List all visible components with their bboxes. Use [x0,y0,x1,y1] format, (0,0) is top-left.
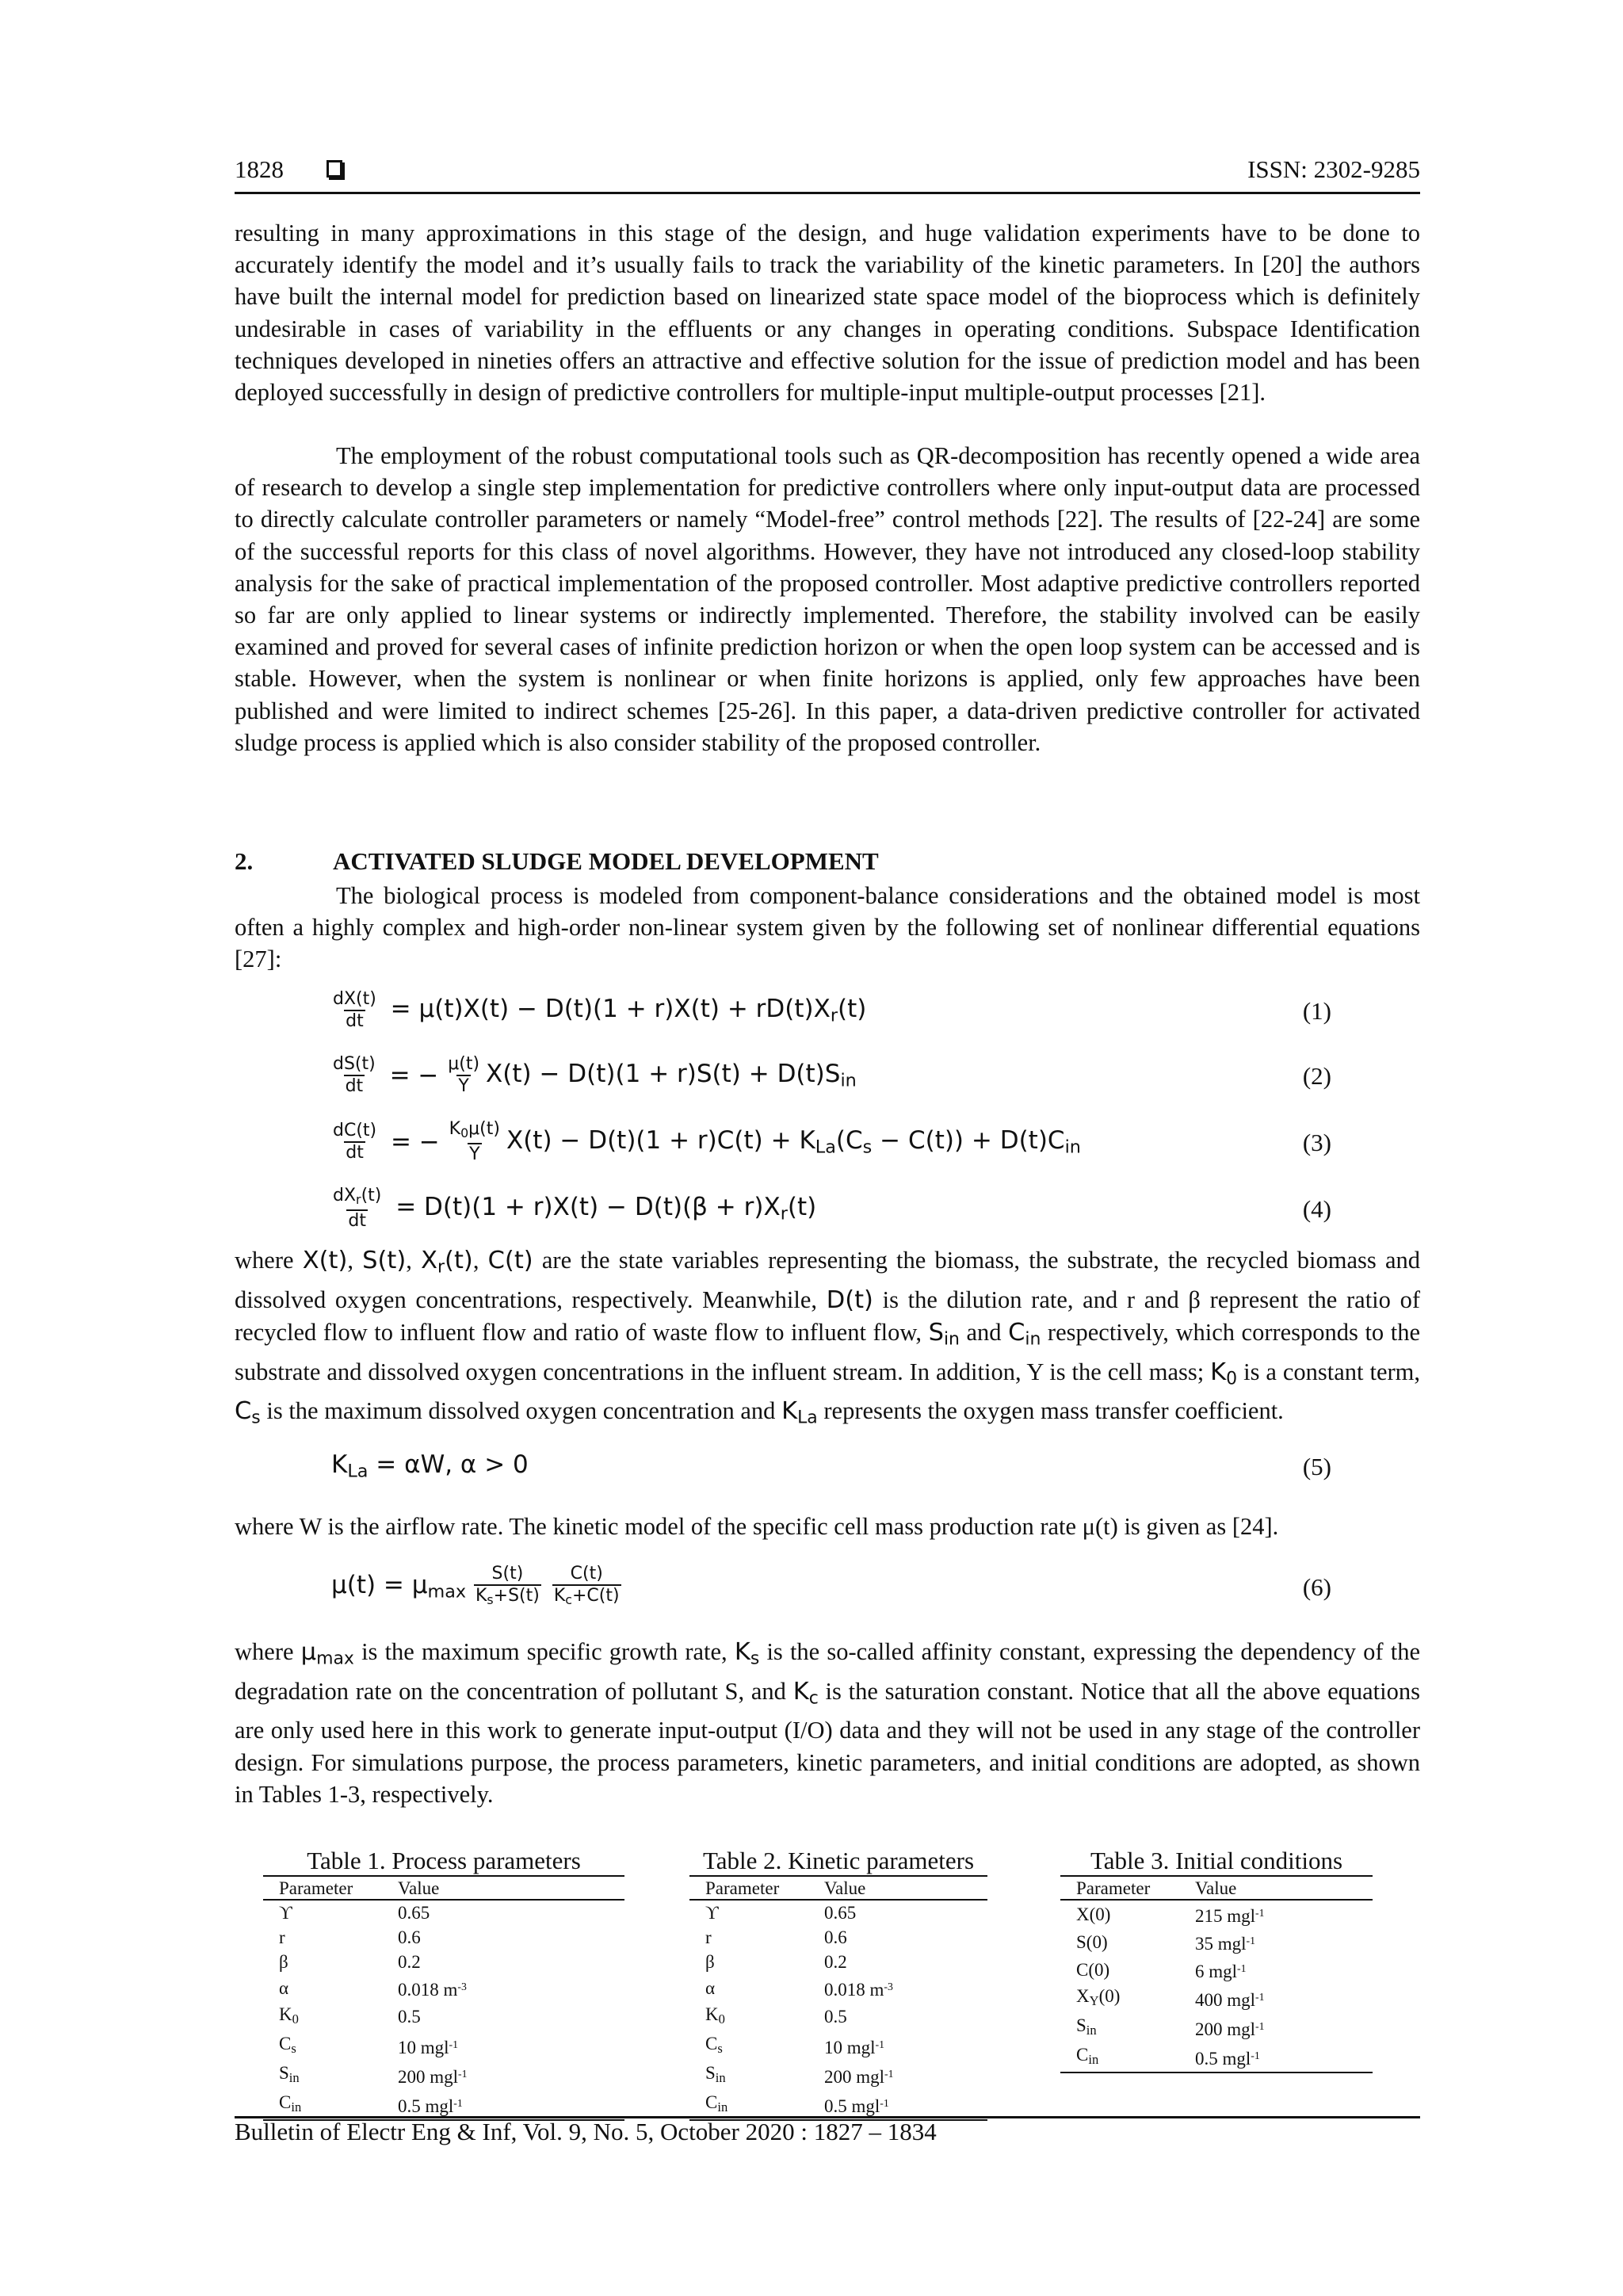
table-row: $C_{in}$ 0.5 mgl$^{-1}$ [689,2090,987,2120]
table-caption: Table 2. Kinetic parameters [702,1847,975,1874]
equation-number: (5) [1302,1453,1331,1480]
table-row: C(0) 6 mgl$^{-1}$ [1076,1959,1247,1981]
table-row: $S_{in}$ 200 mgl$^{-1}$ [279,2063,468,2088]
column-header: Value [1179,1876,1373,1900]
equation-4: $\frac{dX_r(t)}{dt}$ = $D(t)(1 + r)X(t) - D(t)(\beta + r)X_r(t)$ (4) [333,1185,1331,1232]
page-number: 1828 [235,155,284,183]
issn: ISSN: 2302-9285 [1247,155,1420,183]
table-row: r 0.6 [279,1927,421,1947]
table-process-parameters [263,1847,624,2121]
equation-5: $K_{La} = \alpha W$, α > 0 (5) [331,1450,1331,1482]
table-row: $X_Y(0)$ 400 mgl$^{-1}$ [1076,1985,1265,2010]
header-rule [235,192,1420,194]
paragraph-6: where $\mu_{max}$ is the maximum specific growth rate, $K_s$ is the so-called affinity constant, expressing the dependency of the degradation rate on the concentration of pollutant S, and $K_c$ is the saturation constant. Notice that all the above equations are only used here in this work to generate input-output (I/O) data and they will not be used in any stage of the controller design. For simulations purpose, the process parameters, kinetic parameters, and initial conditions are adopted, as shown in Tables 1-3, respectively. [235,1638,1421,1808]
table-row: $K_0$ 0.5 [279,2004,421,2027]
section-title: ACTIVATED SLUDGE MODEL DEVELOPMENT [333,847,879,875]
table-row: α 0.018 $m^{-3}$ [279,1977,467,2000]
table-row: $K_0$ 0.5 [705,2004,847,2027]
table-row: r 0.6 [705,1927,847,1947]
paragraph-1: resulting in many approximations in this stage of the design, and huge validation experiments have to be done to accurately identify the model and it’s usually fails to track the variability of the kinetic parameters. In [20] the authors have built the internal model for prediction based on linearized state space model of the bioprocess which is definitely undesirable in cases of variability in the effluents or any changes in operating conditions. Subspace Identification techniques developed in nineties offers an attractive and effective solution for the issue of prediction model and has been deployed successfully in design of predictive controllers for multiple-input multiple-output processes [21]. [235,220,1420,407]
paragraph-2: The employment of the robust computational tools such as QR-decomposition has recently opened a wide area of research to develop a single step implementation for predictive controllers where only input-output data are processed to directly calculate controller parameters or namely “Model-free” control methods [22]. The results of [22-24] are some of the successful reports for this class of novel algorithms. However, they have not introduced any closed-loop stability analysis for the sake of practical implementation of the proposed controller. Most adaptive predictive controllers reported so far are only applied to linear systems or indirectly implemented. Therefore, the stability involved can be easily examined and proved for several cases of infinite prediction horizon or when the open loop system can be accessed and is stable. However, when the system is nonlinear or when finite horizons is applied, only few approaches have been published and were limited to indirect schemes [25-26]. In this paper, a data-driven predictive controller for activated sludge process is applied which is also consider stability of the proposed controller. [235,442,1420,756]
column-header: Parameter [689,1876,808,1900]
table-row: $C_{in}$ 0.5 mgl$^{-1}$ [1060,2042,1373,2073]
section-heading [235,847,879,876]
table-row: α 0.018 $m^{-3}$ [705,1977,893,2000]
table-row: $C_s$ 10 mgl$^{-1}$ [705,2034,885,2058]
table-row: $C_{in}$ 0.5 mgl$^{-1}$ [263,2090,624,2120]
journal-footer: Bulletin of Electr Eng & Inf, Vol. 9, No. 5, October 2020 : 1827 – 1834 [235,2118,937,2145]
equation-number: (6) [1302,1573,1331,1601]
table-row: S(0) 35 mgl$^{-1}$ [1076,1931,1256,1954]
section-number: 2. [235,847,254,875]
checkbox-glyph-icon [327,160,342,178]
paragraph-3: The biological process is modeled from component-balance considerations and the obtained model is most often a highly complex and high-order non-linear system given by the following set of nonlinear differential equations [27]: [235,882,1420,973]
table-row: $C_s$ 10 mgl$^{-1}$ [279,2034,459,2058]
paragraph-5: where W is the airflow rate. The kinetic model of the specific cell mass production rate μ(t) is given as [24]. [235,1513,1279,1540]
equation-3: $\frac{dC(t)}{dt}$ = − $\frac{K_0\mu(t)}{Y}$ $X(t) - D(t)(1 + r)C(t) + K_{La}(C_s - C(t)) + D(t)C_{in}$ (3) [333,1118,1331,1165]
equation-number: (2) [1302,1062,1331,1090]
equation-number: (4) [1302,1195,1331,1223]
column-header: Value [808,1876,987,1900]
table-row: $S_{in}$ 200 mgl$^{-1}$ [705,2063,894,2088]
equation-1: $\frac{dX(t)}{dt}$ = $\mu(t)X(t) - D(t)(1 + r)X(t) + rD(t)X_r(t)$ (1) [333,989,1331,1031]
table-row: β 0.2 [705,1952,847,1972]
table-caption: Table 3. Initial conditions [1090,1847,1343,1874]
table-kinetic-parameters [689,1847,987,2121]
equation-number: (3) [1302,1129,1331,1156]
column-header: Value [382,1876,624,1900]
table-row: β 0.2 [279,1952,421,1972]
table-caption: Table 1. Process parameters [307,1847,581,1874]
paragraph-4: where X(t), S(t), $X_r(t)$, C(t) are the state variables representing the biomass, the substrate, the recycled biomass and dissolved oxygen concentrations, respectively. Meanwhile, D(t) is the dilution rate, and r and β represent the ratio of recycled flow to influent flow and ratio of waste flow to influent flow, $S_{in}$ and $C_{in}$ respectively, which corresponds to the substrate and dissolved oxygen concentrations in the influent stream. In addition, Y is the cell mass; $K_0$ is a constant term, $C_s$ is the maximum dissolved oxygen concentration and $K_{La}$ represents the oxygen mass transfer coefficient. [235,1247,1421,1428]
table-row: ϒ 0.65 [705,1903,857,1923]
column-header: Parameter [1060,1876,1179,1900]
table-row: $S_{in}$ 200 mgl$^{-1}$ [1076,2015,1265,2039]
equation-6: $\mu(t) = \mu_{max}$ $\frac{S(t)}{K_s+S(t)}$ $\frac{C(t)}{K_c+C(t)}$ (6) [0,1559,1623,1614]
equation-number: (1) [1302,997,1331,1025]
table-row: ϒ 0.65 [279,1903,430,1923]
table-row: X(0) 215 mgl$^{-1}$ [1076,1904,1265,1926]
column-header: Parameter [263,1876,382,1900]
equation-2: $\frac{dS(t)}{dt}$ = − $\frac{\mu(t)}{Y}$ $X(t) - D(t)(1 + r)S(t) + D(t)S_{in}$ (2) [333,1054,1331,1096]
table-initial-conditions [1060,1847,1373,2073]
